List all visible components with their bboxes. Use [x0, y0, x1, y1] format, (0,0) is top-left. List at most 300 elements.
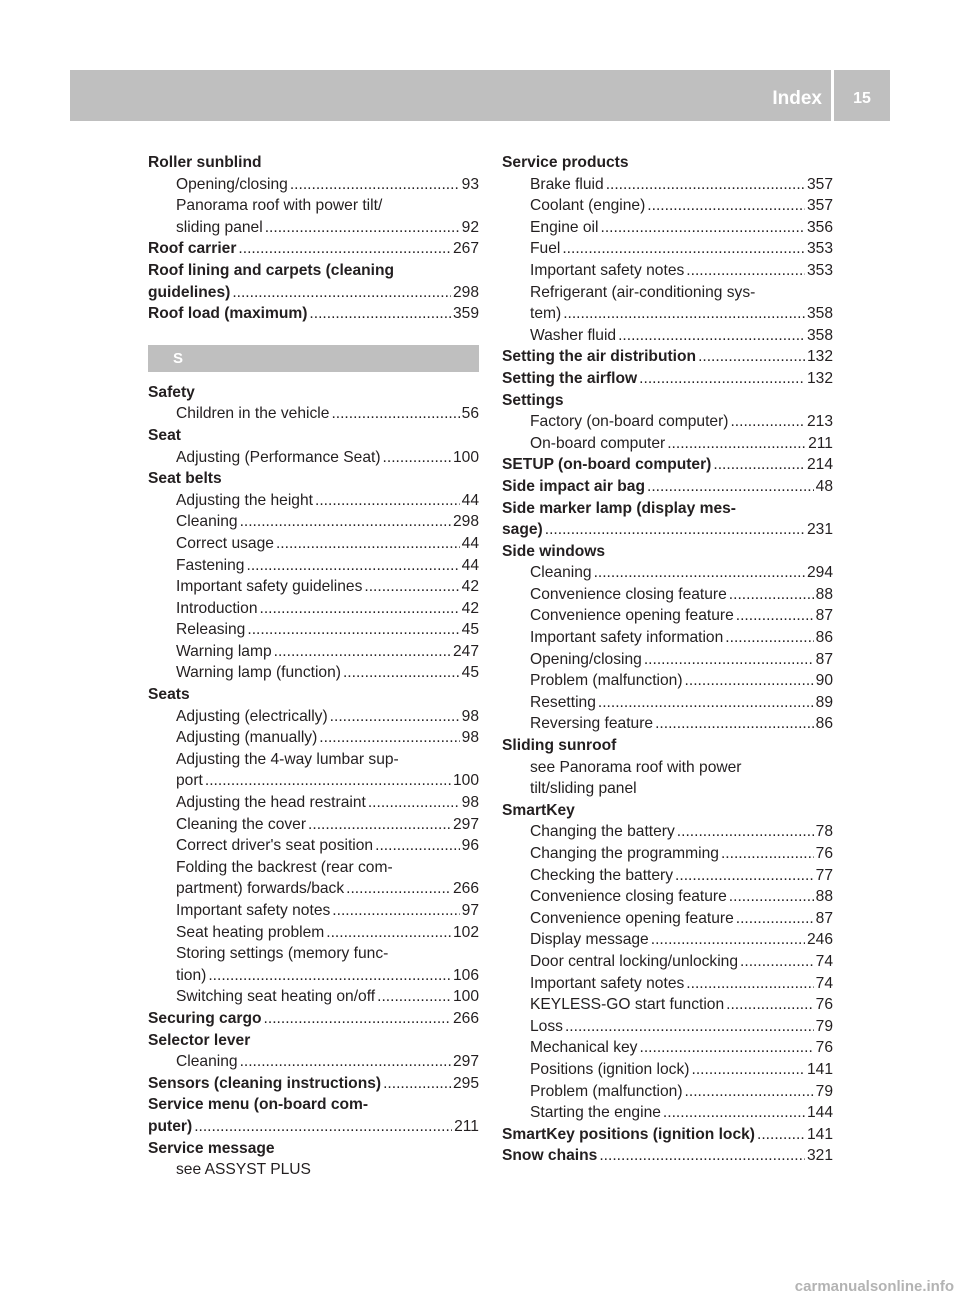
- entry-text: Storing settings (memory func-: [176, 945, 389, 963]
- entry-text: Starting the engine: [530, 1104, 661, 1122]
- entry-text: On-board computer: [530, 434, 666, 452]
- page-reference[interactable]: 132: [806, 348, 833, 366]
- dot-leader: [565, 1016, 814, 1038]
- dot-leader: [247, 619, 459, 641]
- page-reference[interactable]: 266: [452, 880, 479, 898]
- index-subentry: [148, 727, 479, 749]
- dot-leader: [598, 692, 814, 714]
- dot-leader: [563, 303, 805, 325]
- entry-text: Correct usage: [176, 534, 274, 552]
- index-subentry: [502, 1037, 833, 1059]
- page-reference[interactable]: 141: [806, 1060, 833, 1078]
- index-entry: [148, 1094, 479, 1116]
- entry-text: Roof lining and carpets (cleaning: [148, 261, 395, 279]
- page-reference[interactable]: 298: [452, 513, 479, 531]
- section-title: Index: [772, 88, 822, 109]
- entry-text: Changing the programming: [530, 845, 719, 862]
- index-subentry: [148, 965, 479, 987]
- page-reference[interactable]: 89: [815, 693, 833, 711]
- index-subentry: [148, 986, 479, 1008]
- index-subentry: [148, 814, 479, 836]
- entry-text: Roller sunblind: [148, 154, 262, 171]
- entry-text: tem): [530, 305, 562, 323]
- page-reference[interactable]: 44: [461, 491, 479, 509]
- index-subentry: [502, 1102, 833, 1124]
- dot-leader: [276, 533, 460, 555]
- index-subentry: [148, 619, 479, 641]
- entry-text: Introduction: [176, 599, 258, 617]
- index-subentry: [502, 1081, 833, 1103]
- entry-text: Roof load (maximum): [148, 305, 308, 323]
- dot-leader: [265, 217, 460, 239]
- index-entry: [148, 238, 479, 260]
- dot-leader: [205, 770, 451, 792]
- index-entry: [502, 541, 833, 563]
- dot-leader: [740, 951, 814, 973]
- entry-text: see ASSYST PLUS: [176, 1161, 311, 1179]
- entry-text: Engine oil: [530, 218, 599, 236]
- page-reference[interactable]: 298: [452, 283, 479, 301]
- entry-text: Convenience opening feature: [530, 909, 734, 927]
- page-reference[interactable]: 88: [815, 888, 833, 906]
- index-subentry: [148, 490, 479, 512]
- page-reference[interactable]: 98: [461, 794, 479, 812]
- page-reference[interactable]: 42: [461, 599, 479, 617]
- entry-text: Mechanical key: [530, 1039, 638, 1057]
- page-reference[interactable]: 357: [806, 197, 833, 215]
- page-reference[interactable]: 79: [815, 1082, 833, 1100]
- dot-leader: [368, 792, 460, 814]
- index-subentry: [148, 403, 479, 425]
- page-reference[interactable]: 45: [461, 621, 479, 639]
- page-reference[interactable]: 74: [815, 952, 833, 970]
- entry-text: Positions (ignition lock): [530, 1060, 690, 1078]
- index-subentry: [502, 627, 833, 649]
- entry-text: Convenience closing feature: [530, 585, 727, 603]
- index-column-left: [148, 152, 479, 1181]
- page-reference[interactable]: 358: [806, 305, 833, 323]
- page-reference[interactable]: 78: [815, 823, 833, 841]
- dot-leader: [725, 627, 813, 649]
- entry-text: Important safety notes: [530, 974, 685, 992]
- index-entry: [502, 735, 833, 757]
- entry-text: Settings: [502, 391, 564, 409]
- index-entry: [148, 1116, 479, 1138]
- dot-leader: [364, 576, 459, 598]
- dot-leader: [330, 706, 460, 728]
- dot-leader: [383, 447, 451, 469]
- page-reference[interactable]: 211: [808, 434, 833, 452]
- page-reference[interactable]: 86: [815, 715, 833, 733]
- entry-text: Adjusting the height: [176, 491, 313, 509]
- page-reference[interactable]: 87: [815, 650, 833, 668]
- entry-text: Adjusting (manually): [176, 729, 318, 747]
- entry-text: Cleaning the cover: [176, 815, 307, 833]
- letter-heading: S: [148, 345, 479, 372]
- page-reference[interactable]: 88: [815, 585, 833, 603]
- dot-leader: [685, 1081, 814, 1103]
- dot-leader: [644, 649, 814, 671]
- entry-text: Problem (malfunction): [530, 1082, 683, 1100]
- page-reference[interactable]: 246: [806, 931, 833, 949]
- page-reference[interactable]: 214: [806, 456, 833, 474]
- dot-leader: [667, 433, 806, 455]
- dot-leader: [736, 605, 814, 627]
- dot-leader: [343, 662, 460, 684]
- index-entry: [502, 1145, 833, 1167]
- entry-text: Side impact air bag: [502, 477, 645, 495]
- index-subentry: [148, 1051, 479, 1073]
- index-entry: [148, 152, 479, 174]
- dot-leader: [601, 217, 805, 239]
- page-reference[interactable]: 295: [452, 1074, 479, 1092]
- entry-text: Important safety information: [530, 629, 724, 647]
- page-reference[interactable]: 132: [806, 369, 833, 387]
- page-reference[interactable]: 266: [452, 1009, 479, 1027]
- index-subentry: [148, 641, 479, 663]
- entry-text: Display message: [530, 931, 649, 949]
- index-subentry: [502, 325, 833, 347]
- entry-text: Folding the backrest (rear com-: [176, 858, 393, 876]
- index-subentry: [148, 922, 479, 944]
- page-reference[interactable]: 353: [806, 240, 833, 258]
- dot-leader: [663, 1102, 805, 1124]
- page-reference[interactable]: 56: [461, 405, 479, 423]
- index-subentry: [502, 929, 833, 951]
- page-reference[interactable]: 76: [815, 996, 833, 1014]
- dot-leader: [698, 346, 805, 368]
- index-entry: [148, 1073, 479, 1095]
- entry-text: Seat heating problem: [176, 923, 325, 941]
- index-entry: [148, 1008, 479, 1030]
- watermark: carmanualsonline.info: [794, 1278, 954, 1295]
- dot-leader: [736, 908, 814, 930]
- dot-leader: [726, 994, 814, 1016]
- entry-text: KEYLESS-GO start function: [530, 996, 725, 1014]
- index-subentry: [502, 174, 833, 196]
- entry-text: Brake fluid: [530, 175, 604, 193]
- page-reference[interactable]: 356: [806, 218, 833, 236]
- page-reference[interactable]: 42: [461, 578, 479, 596]
- dot-leader: [618, 325, 805, 347]
- entry-text: SmartKey: [502, 801, 575, 819]
- index-subentry: [148, 174, 479, 196]
- entry-text: Convenience opening feature: [530, 607, 734, 625]
- page-reference[interactable]: 353: [806, 261, 833, 279]
- index-subentry: [502, 865, 833, 887]
- page-reference[interactable]: 106: [452, 966, 479, 984]
- dot-leader: [246, 555, 459, 577]
- dot-leader: [194, 1116, 452, 1138]
- dot-leader: [319, 727, 459, 749]
- entry-text: see Panorama roof with power: [530, 758, 742, 776]
- index-entry: [502, 519, 833, 541]
- index-entry: [148, 382, 479, 404]
- index-subentry: [148, 878, 479, 900]
- entry-text: Side windows: [502, 542, 606, 560]
- dot-leader: [606, 174, 805, 196]
- page-reference[interactable]: 297: [452, 815, 479, 833]
- page-reference[interactable]: 76: [815, 845, 833, 862]
- page-reference[interactable]: 48: [815, 477, 833, 495]
- entry-text: Adjusting (Performance Seat): [176, 448, 381, 466]
- entry-text: Problem (malfunction): [530, 672, 683, 690]
- entry-text: tion): [176, 966, 207, 984]
- index-subentry: [502, 778, 833, 800]
- page-reference[interactable]: 297: [452, 1053, 479, 1071]
- dot-leader: [260, 598, 460, 620]
- dot-leader: [729, 584, 814, 606]
- index-subentry: [502, 411, 833, 433]
- index-subentry: [148, 598, 479, 620]
- index-subentry: [148, 662, 479, 684]
- page-reference[interactable]: 79: [815, 1017, 833, 1035]
- index-subentry: [502, 886, 833, 908]
- entry-text: Checking the battery: [530, 866, 674, 884]
- entry-text: Cleaning: [530, 564, 592, 582]
- index-subentry: [502, 757, 833, 779]
- index-entry: [502, 346, 833, 368]
- entry-text: Setting the air distribution: [502, 348, 697, 366]
- index-subentry: [502, 908, 833, 930]
- entry-text: guidelines): [148, 283, 231, 301]
- page-reference[interactable]: 100: [452, 448, 479, 466]
- index-subentry: [502, 994, 833, 1016]
- dot-leader: [238, 238, 451, 260]
- page-reference[interactable]: 44: [461, 534, 479, 552]
- entry-text: SETUP (on-board computer): [502, 456, 712, 474]
- dot-leader: [346, 878, 451, 900]
- index-subentry: [148, 533, 479, 555]
- page-reference[interactable]: 45: [461, 664, 479, 682]
- page-reference[interactable]: 358: [806, 326, 833, 344]
- entry-text: Fastening: [176, 556, 245, 574]
- entry-text: Switching seat heating on/off: [176, 988, 376, 1006]
- index-subentry: [502, 260, 833, 282]
- page-reference[interactable]: 96: [461, 837, 479, 855]
- entry-text: Fuel: [530, 240, 561, 258]
- page-reference[interactable]: 87: [815, 607, 833, 625]
- index-entry: [148, 1138, 479, 1160]
- index-column-right: [502, 152, 833, 1167]
- page-reference[interactable]: 213: [806, 413, 833, 431]
- dot-leader: [232, 282, 451, 304]
- page-reference[interactable]: 231: [806, 521, 833, 539]
- page-reference[interactable]: 102: [452, 923, 479, 941]
- page-reference[interactable]: 211: [454, 1117, 479, 1135]
- entry-text: Safety: [148, 383, 195, 401]
- page-reference[interactable]: 93: [461, 175, 479, 193]
- dot-leader: [383, 1073, 451, 1095]
- entry-text: Resetting: [530, 693, 596, 711]
- index-subentry: [148, 511, 479, 533]
- page-reference[interactable]: 90: [815, 672, 833, 690]
- entry-text: Panorama roof with power tilt/: [176, 197, 383, 215]
- dot-leader: [730, 411, 805, 433]
- entry-text: Securing cargo: [148, 1009, 262, 1027]
- entry-text: Cleaning: [176, 1053, 238, 1071]
- dot-leader: [240, 511, 451, 533]
- page-reference[interactable]: 97: [461, 902, 479, 919]
- page-reference[interactable]: 357: [806, 175, 833, 193]
- entry-text: Reversing feature: [530, 715, 654, 733]
- entry-text: Sliding sunroof: [502, 737, 617, 755]
- index-subentry: [502, 1059, 833, 1081]
- index-subentry: [148, 217, 479, 239]
- index-subentry: [502, 282, 833, 304]
- entry-text: Adjusting the 4-way lumbar sup-: [176, 750, 399, 768]
- index-entry: [502, 1124, 833, 1146]
- entry-text: Children in the vehicle: [176, 405, 330, 423]
- dot-leader: [290, 174, 460, 196]
- dot-leader: [686, 973, 813, 995]
- entry-text: Refrigerant (air-conditioning sys-: [530, 283, 756, 301]
- dot-leader: [315, 490, 460, 512]
- page-reference[interactable]: 267: [452, 240, 479, 258]
- index-subentry: [148, 770, 479, 792]
- dot-leader: [332, 900, 459, 922]
- index-entry: [502, 152, 833, 174]
- entry-text: Cleaning: [176, 513, 238, 531]
- entry-text: partment) forwards/back: [176, 880, 345, 898]
- dot-leader: [691, 1059, 804, 1081]
- page-reference[interactable]: 77: [815, 866, 833, 884]
- index-subentry: [148, 900, 479, 922]
- page-reference[interactable]: 74: [815, 974, 833, 992]
- entry-text: Selector lever: [148, 1031, 251, 1049]
- entry-text: Service message: [148, 1139, 275, 1157]
- entry-text: puter): [148, 1117, 193, 1135]
- page-reference[interactable]: 144: [806, 1104, 833, 1122]
- page-reference[interactable]: 98: [461, 707, 479, 725]
- dot-leader: [713, 454, 805, 476]
- index-subentry: [502, 217, 833, 239]
- index-entry: [148, 303, 479, 325]
- entry-text: Service menu (on-board com-: [148, 1096, 369, 1114]
- index-entry: [148, 425, 479, 447]
- index-subentry: [502, 562, 833, 584]
- page-header: [70, 70, 890, 121]
- dot-leader: [655, 713, 814, 735]
- page-reference[interactable]: 86: [815, 629, 833, 647]
- entry-text: Service products: [502, 154, 629, 171]
- page-reference[interactable]: 76: [815, 1039, 833, 1057]
- index-subentry: [502, 584, 833, 606]
- page-reference[interactable]: 44: [461, 556, 479, 574]
- entry-text: Warning lamp: [176, 642, 272, 660]
- entry-text: Warning lamp (function): [176, 664, 341, 682]
- entry-text: Door central locking/unlocking: [530, 952, 739, 970]
- dot-leader: [377, 986, 451, 1008]
- index-subentry: [502, 951, 833, 973]
- page-reference[interactable]: 141: [806, 1125, 833, 1143]
- page-reference[interactable]: 100: [452, 772, 479, 790]
- page-reference[interactable]: 247: [452, 642, 479, 660]
- entry-text: Opening/closing: [176, 175, 288, 193]
- entry-text: Factory (on-board computer): [530, 413, 729, 431]
- dot-leader: [686, 260, 805, 282]
- dot-leader: [264, 1008, 451, 1030]
- entry-text: sliding panel: [176, 218, 263, 236]
- entry-text: port: [176, 772, 203, 790]
- index-entry: [502, 454, 833, 476]
- index-subentry: [502, 670, 833, 692]
- dot-leader: [594, 562, 805, 584]
- index-subentry: [502, 1016, 833, 1038]
- dot-leader: [308, 814, 451, 836]
- entry-text: Loss: [530, 1017, 563, 1035]
- index-entry: [148, 468, 479, 490]
- index-subentry: [502, 238, 833, 260]
- index-subentry: [502, 821, 833, 843]
- index-entry: [502, 476, 833, 498]
- page-reference[interactable]: 87: [815, 909, 833, 927]
- index-subentry: [148, 555, 479, 577]
- dot-leader: [639, 1037, 813, 1059]
- index-subentry: [148, 749, 479, 771]
- entry-text: Washer fluid: [530, 326, 617, 344]
- index-subentry: [502, 433, 833, 455]
- page-reference[interactable]: 321: [806, 1147, 833, 1165]
- page-reference[interactable]: 294: [806, 564, 833, 582]
- entry-text: Important safety notes: [530, 261, 685, 279]
- entry-text: Seat: [148, 426, 181, 444]
- dot-leader: [331, 403, 459, 425]
- entry-text: Releasing: [176, 621, 246, 639]
- index-entry: [502, 390, 833, 412]
- dot-leader: [647, 476, 814, 498]
- index-entry: [148, 260, 479, 282]
- dot-leader: [326, 922, 451, 944]
- index-subentry: [502, 605, 833, 627]
- entry-text: Adjusting the head restraint: [176, 794, 366, 812]
- index-subentry: [502, 303, 833, 325]
- entry-text: Seats: [148, 686, 190, 704]
- entry-text: SmartKey positions (ignition lock): [502, 1125, 755, 1143]
- index-subentry: [148, 943, 479, 965]
- page-reference[interactable]: 98: [461, 729, 479, 747]
- index-entry: [148, 684, 479, 706]
- index-subentry: [502, 973, 833, 995]
- dot-leader: [639, 368, 805, 390]
- index-subentry: [502, 713, 833, 735]
- dot-leader: [685, 670, 814, 692]
- page-reference[interactable]: 100: [452, 988, 479, 1006]
- dot-leader: [375, 835, 460, 857]
- entry-text: Side marker lamp (display mes-: [502, 499, 737, 517]
- index-entry: [148, 1030, 479, 1052]
- entry-text: Setting the airflow: [502, 369, 638, 387]
- dot-leader: [208, 965, 451, 987]
- index-subentry: [148, 576, 479, 598]
- index-subentry: [148, 195, 479, 217]
- entry-text: tilt/sliding panel: [530, 780, 637, 798]
- index-entry: [502, 498, 833, 520]
- entry-text: Important safety guidelines: [176, 578, 363, 596]
- page-reference[interactable]: 359: [452, 305, 479, 323]
- index-subentry: [148, 447, 479, 469]
- index-subentry: [148, 792, 479, 814]
- page-reference[interactable]: 92: [461, 218, 479, 236]
- index-subentry: [502, 843, 833, 865]
- dot-leader: [757, 1124, 805, 1146]
- dot-leader: [599, 1145, 805, 1167]
- entry-text: Adjusting (electrically): [176, 707, 328, 725]
- index-subentry: [502, 649, 833, 671]
- entry-text: Opening/closing: [530, 650, 642, 668]
- entry-text: sage): [502, 521, 543, 539]
- dot-leader: [562, 238, 805, 260]
